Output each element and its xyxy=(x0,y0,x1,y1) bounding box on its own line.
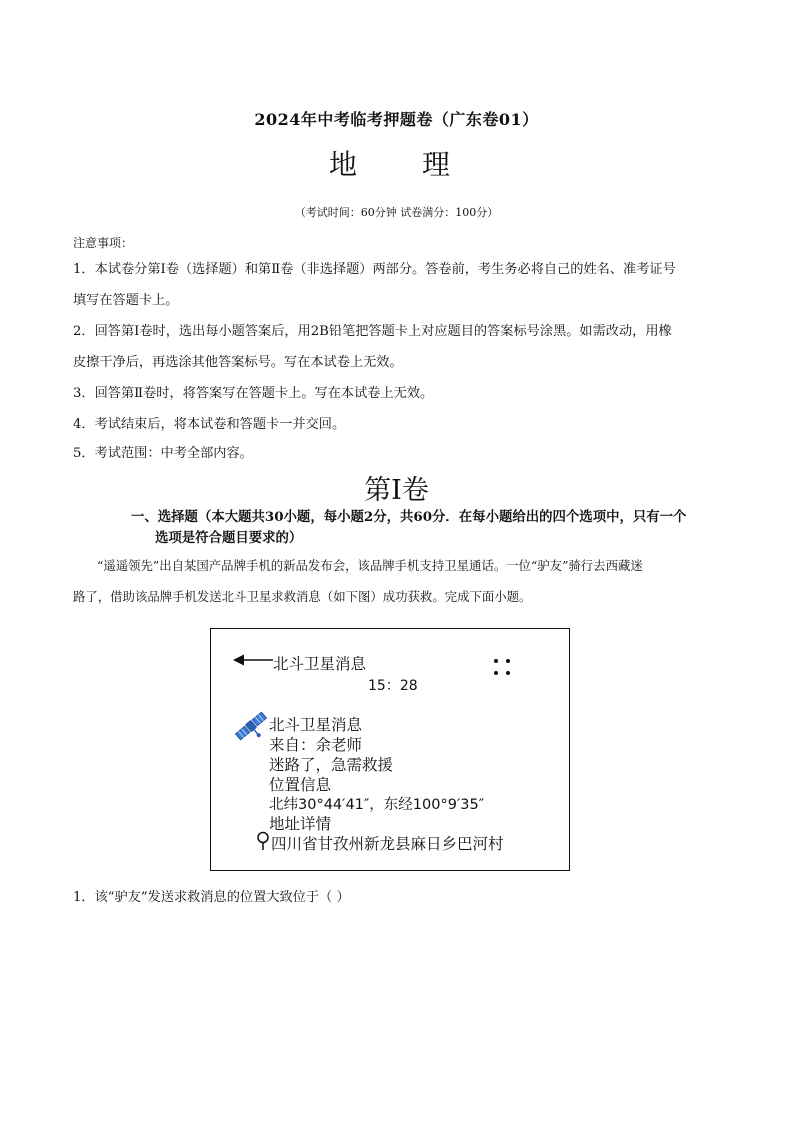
question-1: 1．该“驴友”发送求救消息的位置大致位于（ ） xyxy=(73,890,350,905)
notice-line: 皮擦干净后，再选涂其他答案标号。写在本试卷上无效。 xyxy=(73,355,403,370)
message-figure xyxy=(210,628,570,871)
location-label: 位置信息 xyxy=(269,776,332,794)
satellite-icon xyxy=(233,709,269,743)
subject-title: 地 理 xyxy=(329,148,478,181)
message-sender: 来自：余老师 xyxy=(269,736,363,754)
section-heading: 选项是符合题目要求的） xyxy=(155,530,303,546)
coordinates-text: 北纬30°44′41″，东经100°9′35″ xyxy=(269,797,485,813)
more-dots-icon xyxy=(493,657,511,677)
notice-label: 注意事项： xyxy=(73,236,134,250)
exam-info: （考试时间：60分钟 试卷满分：100分） xyxy=(294,206,499,219)
notice-line: 2．回答第Ⅰ卷时，选出每小题答案后，用2B铅笔把答题卡上对应题目的答案标号涂黑。如需改动，用橡 xyxy=(73,324,672,339)
address-text: 四川省甘孜州新龙县麻日乡巴河村 xyxy=(271,835,504,853)
passage-line: “遥遥领先”出自某国产品牌手机的新品发布会，该品牌手机支持卫星通话。一位“驴友”骑行去西藏迷 xyxy=(97,558,643,573)
message-body: 迷路了，急需救援 xyxy=(269,756,394,774)
section-heading: 一、选择题（本大题共30小题，每小题2分，共60分．在每小题给出的四个选项中，只有一个 xyxy=(131,509,687,525)
notice-line: 1．本试卷分第Ⅰ卷（选择题）和第Ⅱ卷（非选择题）两部分。答卷前，考生务必将自己的姓名、准考证号 xyxy=(73,262,676,277)
message-time: 15：28 xyxy=(368,678,418,694)
notice-line: 5．考试范围：中考全部内容。 xyxy=(73,446,253,461)
message-title: 北斗卫星消息 xyxy=(269,716,363,734)
volume-title: 第Ⅰ卷 xyxy=(364,475,429,506)
page-header-title: 2024年中考临考押题卷（广东卷01） xyxy=(254,110,539,129)
location-pin-icon xyxy=(256,831,270,851)
address-label: 地址详情 xyxy=(269,815,332,833)
notice-line: 填写在答题卡上。 xyxy=(73,293,179,308)
notice-line: 3．回答第Ⅱ卷时，将答案写在答题卡上。写在本试卷上无效。 xyxy=(73,386,434,401)
figure-header-title: 北斗卫星消息 xyxy=(273,655,367,673)
notice-line: 4．考试结束后，将本试卷和答题卡一并交回。 xyxy=(73,417,346,432)
passage-line: 路了，借助该品牌手机发送北斗卫星求救消息（如下图）成功获救。完成下面小题。 xyxy=(73,589,532,604)
back-arrow-icon xyxy=(233,653,273,667)
